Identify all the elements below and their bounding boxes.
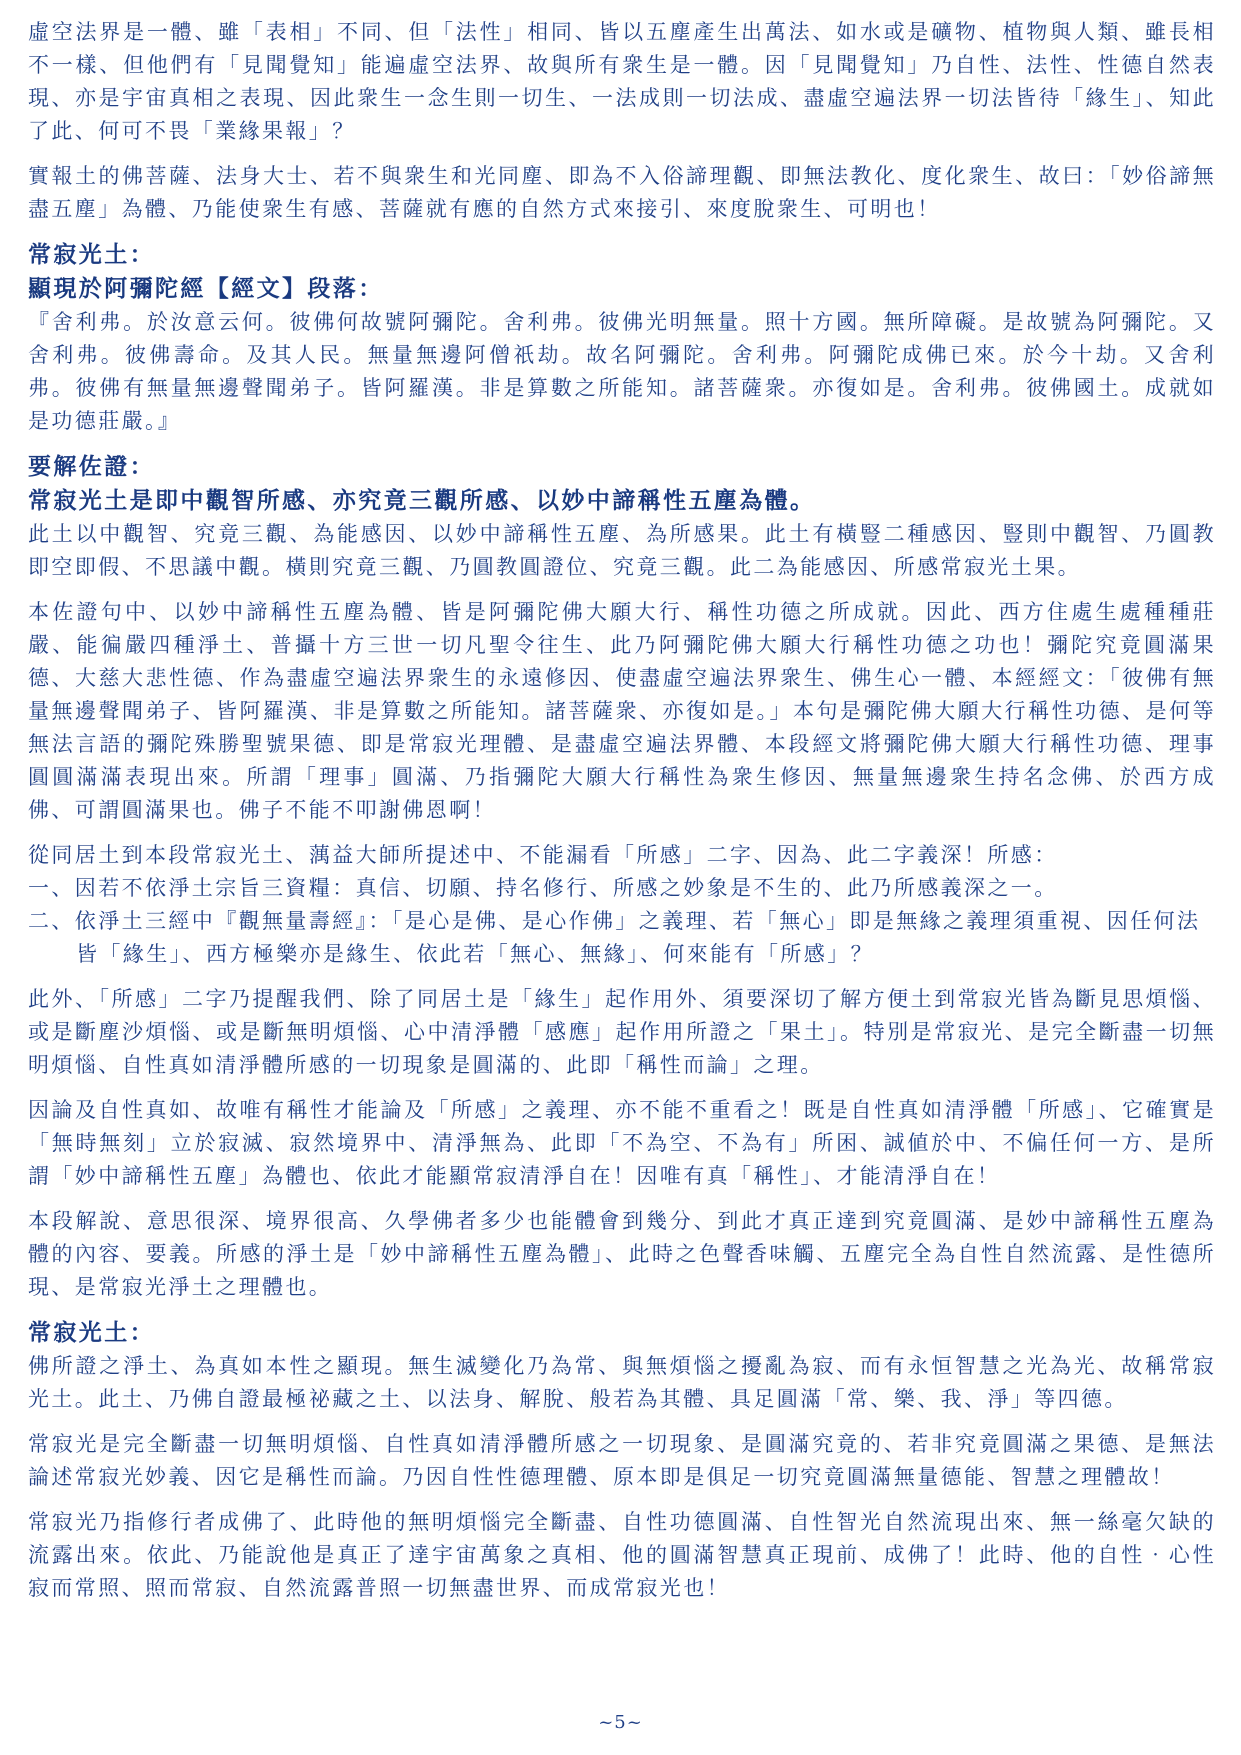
heading-commentary-thesis: 常寂光土是即中觀智所感、亦究竟三觀所感、以妙中諦稱性五塵為體。: [28, 487, 816, 514]
paragraph-true-nature: 因論及自性真如、故唯有稱性才能論及「所感」之義理、亦不能不重看之！既是自性真如清淨體「所感」、它確實是「無時無刻」立於寂滅、寂然境界中、清淨無為、此即「不為空、不為有」所困、誠値於中、不偏任何一方、是所謂「妙中諦稱性五塵」為體也、依此才能顯常寂清淨自在！因唯有真「稱性」、才能清淨自在！: [28, 1098, 1216, 1188]
paragraph-explanation: 本段解說、意思很深、境界很高、久學佛者多少也能體會到幾分、到此才真正達到究竟圓滿、是妙中諦稱性五塵為體的內容、要義。所感的淨土是「妙中諦稱性五塵為體」、此時之色聲香味觸、五塵完全為自性自然流露、是性德所現、是常寂光淨土之理體也。: [28, 1209, 1216, 1299]
page-number: ~5~: [598, 1712, 643, 1733]
paragraph-vows-merit: 本佐證句中、以妙中諦稱性五塵為體、皆是阿彌陀佛大願大行、稱性功德之所成就。因此、西方住處生處種種莊嚴、能徧嚴四種淨土、普攝十方三世一切凡聖令往生、此乃阿彌陀佛大願大行稱性功德之功也！彌陀究竟圓滿果德、大慈大悲性德、作為盡虛空遍法界衆生的永遠修因、使盡虛空遍法界衆生、佛生心一體、本經經文：「彼佛有無量無邊聲聞弟子、皆阿羅漢、非是算數之所能知。諸菩薩衆、亦復如是。」本句是彌陀佛大願大行稱性功德、是何等無法言語的彌陀殊勝聖號果德、即是常寂光理體、是盡虛空遍法界體、本段經文將彌陀佛大願大行稱性功德、理事圓圓滿滿表現出來。所謂「理事」圓滿、乃指彌陀大願大行稱性為衆生修因、無量無邊衆生持名念佛、於西方成佛、可謂圓滿果也。佛子不能不叩謝佛恩啊！: [28, 600, 1216, 822]
heading-eternal-light-land-second: 常寂光土：: [28, 1319, 155, 1346]
paragraph-definition: 佛所證之淨土、為真如本性之顯現。無生滅變化乃為常、與無煩惱之擾亂為寂、而有永恒智慧之光為光、故稱常寂光土。此土、乃佛自證最極祕藏之土、以法身、解脫、般若為其體、具足圓滿「常、樂、我、淨」等四德。: [28, 1354, 1216, 1411]
sutra-quote: 『舍利弗。於汝意云何。彼佛何故號阿彌陀。舍利弗。彼佛光明無量。照十方國。無所障礙。是故號為阿彌陀。又舍利弗。彼佛壽命。及其人民。無量無邊阿僧祇劫。故名阿彌陀。舍利弗。阿彌陀成佛已來。於今十劫。又舍利弗。彼佛有無量無邊聲聞弟子。皆阿羅漢。非是算數之所能知。諸菩薩衆。亦復如是。舍利弗。彼佛國土。成就如是功德莊嚴。』: [28, 310, 1216, 433]
list-item-first: 一、因若不依淨土宗旨三資糧：真信、切願、持名修行、所感之妙象是不生的、此乃所感義深之一。: [28, 876, 1058, 900]
paragraph-complete-severance: 常寂光是完全斷盡一切無明煩惱、自性真如清淨體所感之一切現象、是圓滿究竟的、若非究竟圓滿之果德、是無法論述常寂光妙義、因它是稱性而論。乃因自性性德理體、原本即是俱足一切究竟圓滿無量德能、智慧之理體故！: [28, 1432, 1216, 1489]
paragraph-cause-effect: 此土以中觀智、究竟三觀、為能感因、以妙中諦稱性五塵、為所感果。此土有橫豎二種感因、豎則中觀智、乃圓教即空即假、不思議中觀。橫則究竟三觀、乃圓教圓證位、究竟三觀。此二為能感因、所感常寂光土果。: [28, 522, 1216, 579]
paragraph-reward-land: 實報土的佛菩薩、法身大士、若不與衆生和光同塵、即為不入俗諦理觀、即無法教化、度化衆生、故曰：「妙俗諦無盡五塵」為體、乃能使衆生有感、菩薩就有應的自然方式來接引、來度脫衆生、可明也！: [28, 164, 1216, 221]
paragraph-buddhahood: 常寂光乃指修行者成佛了、此時他的無明煩惱完全斷盡、自性功德圓滿、自性智光自然流現出來、無一絲毫欠缺的流露出來。依此、乃能說他是真正了達宇宙萬象之真相、他的圓滿智慧真正現前、成佛了！此時、他的自性‧心性寂而常照、照而常寂、自然流露普照一切無盡世界、而成常寂光也！: [28, 1510, 1216, 1600]
heading-amitabha-sutra-passage: 顯現於阿彌陀經【經文】段落：: [28, 275, 384, 302]
list-intro: 從同居土到本段常寂光土、蕅益大師所提述中、不能漏看「所感」二字、因為、此二字義深！所感：: [28, 843, 1058, 867]
paragraph-what-is-felt: [28, 839, 1216, 971]
page-body: [28, 16, 1216, 1617]
paragraph-dharma-realm: 虛空法界是一體、雖「表相」不同、但「法性」相同、皆以五塵產生出萬法、如水或是礦物、植物與人類、雖長相不一樣、但他們有「見聞覺知」能遍虛空法界、故與所有衆生是一體。因「見聞覺知」乃自性、法性、性德自然表現、亦是宇宙真相之表現、因此衆生一念生則一切生、一法成則一切法成、盡虛空遍法界一切法皆待「緣生」、知此了此、何可不畏「業緣果報」？: [28, 20, 1216, 143]
list-item-second: 二、依淨土三經中『觀無量壽經』：「是心是佛、是心作佛」之義理、若「無心」即是無緣之義理須重視、因任何法皆「緣生」、西方極樂亦是緣生、依此若「無心、無緣」、何來能有「所感」？: [28, 909, 1201, 966]
heading-eternal-light-land: 常寂光土：: [28, 241, 155, 268]
heading-commentary-evidence: 要解佐證：: [28, 453, 155, 480]
paragraph-reminder: 此外、「所感」二字乃提醒我們、除了同居土是「緣生」起作用外、須要深切了解方便土到常寂光皆為斷見思煩惱、或是斷塵沙煩惱、或是斷無明煩惱、心中清淨體「感應」起作用所證之「果土」。特別是常寂光、是完全斷盡一切無明煩惱、自性真如清淨體所感的一切現象是圓滿的、此即「稱性而論」之理。: [28, 987, 1216, 1077]
